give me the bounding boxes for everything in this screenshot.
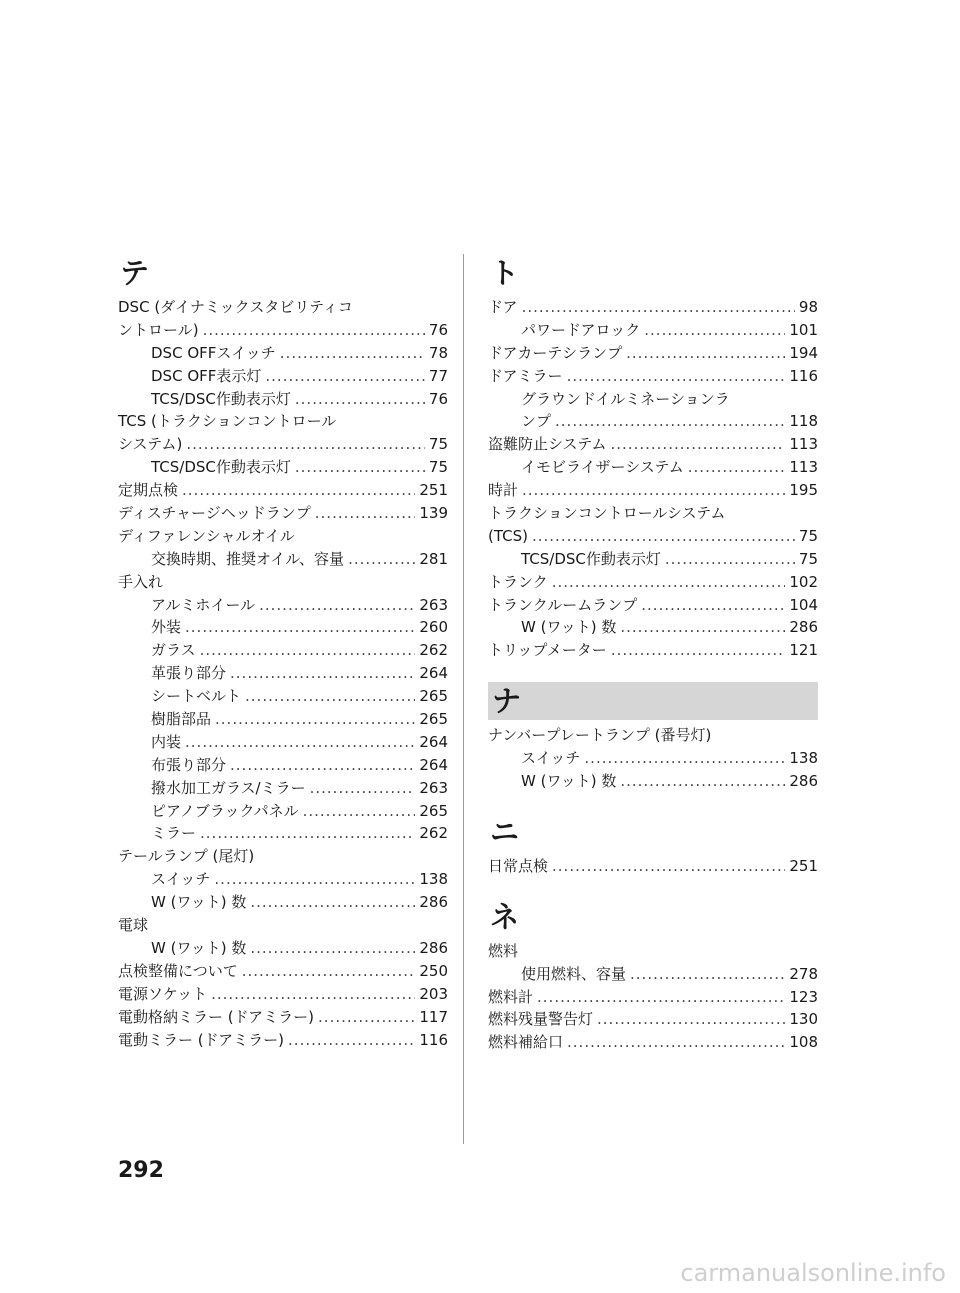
index-subentry	[118, 891, 448, 914]
entry-page: 138	[789, 749, 818, 768]
entry-page: 139	[419, 504, 448, 523]
index-subentry	[118, 937, 448, 960]
entry-page: 281	[419, 549, 448, 568]
index-entry	[118, 1029, 448, 1052]
entry-page: 251	[419, 481, 448, 500]
index-entry	[118, 433, 448, 456]
section-heading: ニ	[490, 814, 520, 849]
entry-text: 撥水加工ガラス/ミラー	[151, 778, 306, 797]
entry-page: 75	[798, 549, 818, 568]
dot-leader	[315, 502, 416, 525]
section-heading: ト	[490, 256, 520, 290]
index-entry	[488, 365, 818, 388]
entry-text: TCS/DSC作動表示灯	[151, 458, 291, 477]
entry-text: 燃料残量警告灯	[488, 1010, 594, 1029]
entry-page: 77	[428, 366, 448, 385]
entry-page: 264	[419, 732, 448, 751]
entry-page: 76	[428, 389, 448, 408]
entry-text: TCS (トラクションコントロール	[118, 412, 337, 431]
dot-leader	[214, 868, 415, 891]
dot-leader	[552, 571, 786, 594]
entry-text: 定期点検	[118, 481, 179, 500]
entry-text: ントロール)	[118, 320, 199, 339]
index-subentry	[118, 662, 448, 685]
entry-text: 電球	[118, 916, 149, 935]
dot-leader	[280, 342, 425, 365]
dot-leader	[532, 525, 795, 548]
dot-leader	[211, 983, 415, 1006]
dot-leader	[230, 662, 415, 685]
index-column-right	[488, 254, 818, 1054]
dot-leader	[203, 319, 425, 342]
entry-page: 113	[789, 458, 818, 477]
index-entry	[118, 479, 448, 502]
entry-text: W (ワット) 数	[521, 772, 617, 791]
entry-page: 286	[419, 893, 448, 912]
entry-text: 革張り部分	[151, 664, 227, 683]
entry-page: 121	[789, 641, 818, 660]
dot-leader	[242, 960, 416, 983]
entry-page: 75	[798, 526, 818, 545]
entry-page: 98	[798, 298, 818, 316]
index-subentry	[118, 777, 448, 800]
index-subentry	[118, 639, 448, 662]
index-entry	[118, 525, 448, 548]
index-entry	[118, 410, 448, 433]
entry-text: W (ワット) 数	[521, 618, 617, 637]
index-entry	[488, 525, 818, 548]
entry-text: テールランプ (尾灯)	[118, 847, 255, 866]
index-subentry	[118, 754, 448, 777]
entry-page: 195	[789, 481, 818, 500]
entry-page: 116	[419, 1030, 448, 1049]
entry-page: 75	[428, 458, 448, 477]
entry-page: 113	[789, 435, 818, 454]
entry-page: 286	[789, 618, 818, 637]
dot-leader	[250, 937, 415, 960]
index-entry	[488, 571, 818, 594]
entry-text: パワードアロック	[521, 320, 641, 339]
dot-leader	[567, 1031, 785, 1054]
entry-text: ディスチャージヘッドランプ	[118, 504, 311, 523]
entry-page: 75	[428, 435, 448, 454]
index-subentry	[118, 342, 448, 365]
dot-leader	[620, 616, 785, 639]
entry-page: 102	[789, 572, 818, 591]
entry-text: 盗難防止システム	[488, 435, 607, 454]
dot-leader	[620, 770, 785, 793]
index-entry	[488, 594, 818, 617]
section-heading: ネ	[490, 899, 520, 934]
entry-text: 内装	[151, 732, 182, 751]
index-entry	[118, 983, 448, 1006]
dot-leader	[552, 855, 785, 878]
entry-text: ディファレンシャルオイル	[118, 526, 295, 545]
entry-page: 116	[789, 366, 818, 385]
entry-text: 使用燃料、容量	[521, 964, 627, 983]
entry-page: 194	[789, 343, 818, 362]
entry-page: 264	[419, 664, 448, 683]
index-subentry	[118, 594, 448, 617]
dot-leader	[185, 616, 415, 639]
dot-leader	[537, 986, 785, 1009]
index-column-left	[118, 254, 448, 1051]
entry-text: 電動格納ミラー (ドアミラー)	[118, 1007, 315, 1026]
entry-text: スイッチ	[151, 870, 211, 889]
entry-page: 286	[419, 938, 448, 957]
entry-text: DSC OFFスイッチ	[151, 343, 276, 362]
entry-page: 263	[419, 778, 448, 797]
index-subentry	[118, 548, 448, 571]
entry-text: (TCS)	[488, 526, 528, 545]
dot-leader	[522, 479, 785, 502]
entry-text: システム)	[118, 435, 183, 454]
entry-page: 278	[789, 964, 818, 983]
entry-page: 117	[419, 1007, 448, 1026]
entry-text: DSC (ダイナミックスタビリティコ	[118, 298, 353, 316]
dot-leader	[186, 433, 425, 456]
entry-text: TCS/DSC作動表示灯	[521, 549, 661, 568]
dot-leader	[611, 639, 786, 662]
entry-text: ドア	[488, 298, 518, 316]
index-entry	[488, 296, 818, 319]
index-entry	[488, 433, 818, 456]
entry-text: ドアカーテシランプ	[488, 343, 623, 362]
index-entry	[488, 724, 818, 747]
entry-page: 104	[789, 595, 818, 614]
entry-text: スイッチ	[521, 749, 581, 768]
entry-text: 時計	[488, 481, 519, 500]
entry-text: ピアノブラックパネル	[151, 801, 299, 820]
index-entry	[118, 571, 448, 594]
section-gap	[488, 662, 818, 682]
entry-page: 203	[419, 984, 448, 1003]
entry-text: ミラー	[151, 824, 197, 843]
entry-text: 点検整備について	[118, 961, 238, 980]
page-number: 292	[118, 1158, 164, 1183]
entry-text: W (ワット) 数	[151, 893, 247, 912]
dot-leader	[644, 319, 785, 342]
entry-text: アルミホイール	[151, 595, 256, 614]
dot-leader	[318, 1006, 415, 1029]
entry-text: ンプ	[521, 412, 552, 431]
section-heading: テ	[120, 256, 150, 290]
entry-page: 251	[789, 856, 818, 875]
index-entry	[488, 1008, 818, 1031]
entry-text: 交換時期、推奨オイル、容量	[151, 549, 345, 568]
entry-page: 138	[419, 870, 448, 889]
dot-leader	[641, 594, 785, 617]
index-entry	[118, 914, 448, 937]
entry-text: イモビライザーシステム	[521, 458, 684, 477]
dot-leader	[250, 891, 415, 914]
index-entry	[118, 1006, 448, 1029]
dot-leader	[348, 548, 415, 571]
entry-text: 布張り部分	[151, 755, 227, 774]
entry-text: 樹脂部品	[151, 710, 212, 729]
index-entry	[118, 960, 448, 983]
column-divider	[463, 254, 464, 1144]
entry-text: 電動ミラー (ドアミラー)	[118, 1030, 285, 1049]
index-entry	[118, 502, 448, 525]
dot-leader	[567, 365, 786, 388]
entry-text: ナンバープレートランプ (番号灯)	[488, 726, 712, 745]
index-subentry	[118, 456, 448, 479]
index-subentry	[118, 822, 448, 845]
entry-page: 250	[419, 961, 448, 980]
dot-leader	[626, 342, 785, 365]
index-entry	[488, 986, 818, 1009]
index-subentry	[118, 708, 448, 731]
entry-page: 263	[419, 595, 448, 614]
section-gap	[488, 793, 818, 813]
dot-leader	[295, 388, 425, 411]
index-subentry	[488, 770, 818, 793]
entry-page: 265	[419, 801, 448, 820]
entry-text: トランク	[488, 572, 548, 591]
entry-page: 286	[789, 772, 818, 791]
entry-page: 262	[419, 641, 448, 660]
entry-text: 燃料補給口	[488, 1033, 564, 1052]
index-subentry	[488, 616, 818, 639]
index-entry	[488, 342, 818, 365]
entry-text: 外装	[151, 618, 182, 637]
entry-text: W (ワット) 数	[151, 938, 247, 957]
dot-leader	[182, 479, 415, 502]
dot-leader	[245, 685, 415, 708]
dot-leader	[215, 708, 415, 731]
entry-text: トランクルームランプ	[488, 595, 638, 614]
dot-leader	[310, 777, 416, 800]
entry-page: 130	[789, 1010, 818, 1029]
entry-text: トラクションコントロールシステム	[488, 504, 726, 523]
index-subentry	[488, 456, 818, 479]
entry-text: DSC OFF表示灯	[151, 366, 262, 385]
dot-leader	[200, 639, 416, 662]
index-subentry	[118, 731, 448, 754]
dot-leader	[230, 754, 415, 777]
index-subentry	[118, 616, 448, 639]
dot-leader	[611, 433, 786, 456]
index-entry	[118, 845, 448, 868]
dot-leader	[522, 296, 795, 319]
entry-text: ガラス	[151, 641, 196, 660]
index-subentry	[488, 388, 818, 411]
dot-leader	[288, 1029, 415, 1052]
dot-leader	[185, 731, 415, 754]
entry-page: 118	[789, 412, 818, 431]
dot-leader	[688, 456, 786, 479]
section-heading: ナ	[488, 682, 818, 720]
dot-leader	[630, 963, 785, 986]
dot-leader	[200, 822, 415, 845]
dot-leader	[584, 747, 785, 770]
dot-leader	[555, 410, 785, 433]
index-entry	[118, 319, 448, 342]
index-subentry	[488, 963, 818, 986]
watermark: carmanualsonline.info	[680, 1259, 946, 1287]
dot-leader	[597, 1008, 785, 1031]
entry-text: グラウンドイルミネーションラ	[521, 389, 730, 408]
index-subentry	[118, 868, 448, 891]
entry-text: 燃料	[488, 941, 519, 960]
dot-leader	[259, 594, 415, 617]
index-entry	[488, 855, 818, 878]
entry-page: 123	[789, 987, 818, 1006]
entry-page: 76	[428, 320, 448, 339]
index-subentry	[488, 319, 818, 342]
entry-page: 260	[419, 618, 448, 637]
index-subentry	[488, 410, 818, 433]
index-entry	[488, 479, 818, 502]
dot-leader	[665, 548, 795, 571]
entry-text: トリップメーター	[488, 641, 607, 660]
entry-page: 262	[419, 824, 448, 843]
entry-page: 101	[789, 320, 818, 339]
index-subentry	[118, 685, 448, 708]
index-subentry	[118, 800, 448, 823]
index-entry	[488, 1031, 818, 1054]
entry-text: 燃料計	[488, 987, 534, 1006]
entry-page: 78	[428, 343, 448, 362]
index-subentry	[488, 747, 818, 770]
entry-page: 264	[419, 755, 448, 774]
index-entry	[488, 502, 818, 525]
index-entry	[488, 940, 818, 963]
dot-leader	[265, 365, 425, 388]
index-entry	[118, 296, 448, 319]
index-subentry	[118, 365, 448, 388]
entry-text: ドアミラー	[488, 366, 563, 385]
dot-leader	[303, 800, 416, 823]
entry-text: TCS/DSC作動表示灯	[151, 389, 291, 408]
index-subentry	[488, 548, 818, 571]
section-gap	[488, 878, 818, 898]
entry-text: 電源ソケット	[118, 984, 208, 1003]
index-subentry	[118, 388, 448, 411]
entry-page: 108	[789, 1033, 818, 1052]
index-entry	[488, 639, 818, 662]
entry-text: シートベルト	[151, 687, 242, 706]
entry-text: 手入れ	[118, 572, 164, 591]
entry-page: 265	[419, 710, 448, 729]
entry-text: 日常点検	[488, 856, 549, 875]
entry-page: 265	[419, 687, 448, 706]
dot-leader	[295, 456, 425, 479]
